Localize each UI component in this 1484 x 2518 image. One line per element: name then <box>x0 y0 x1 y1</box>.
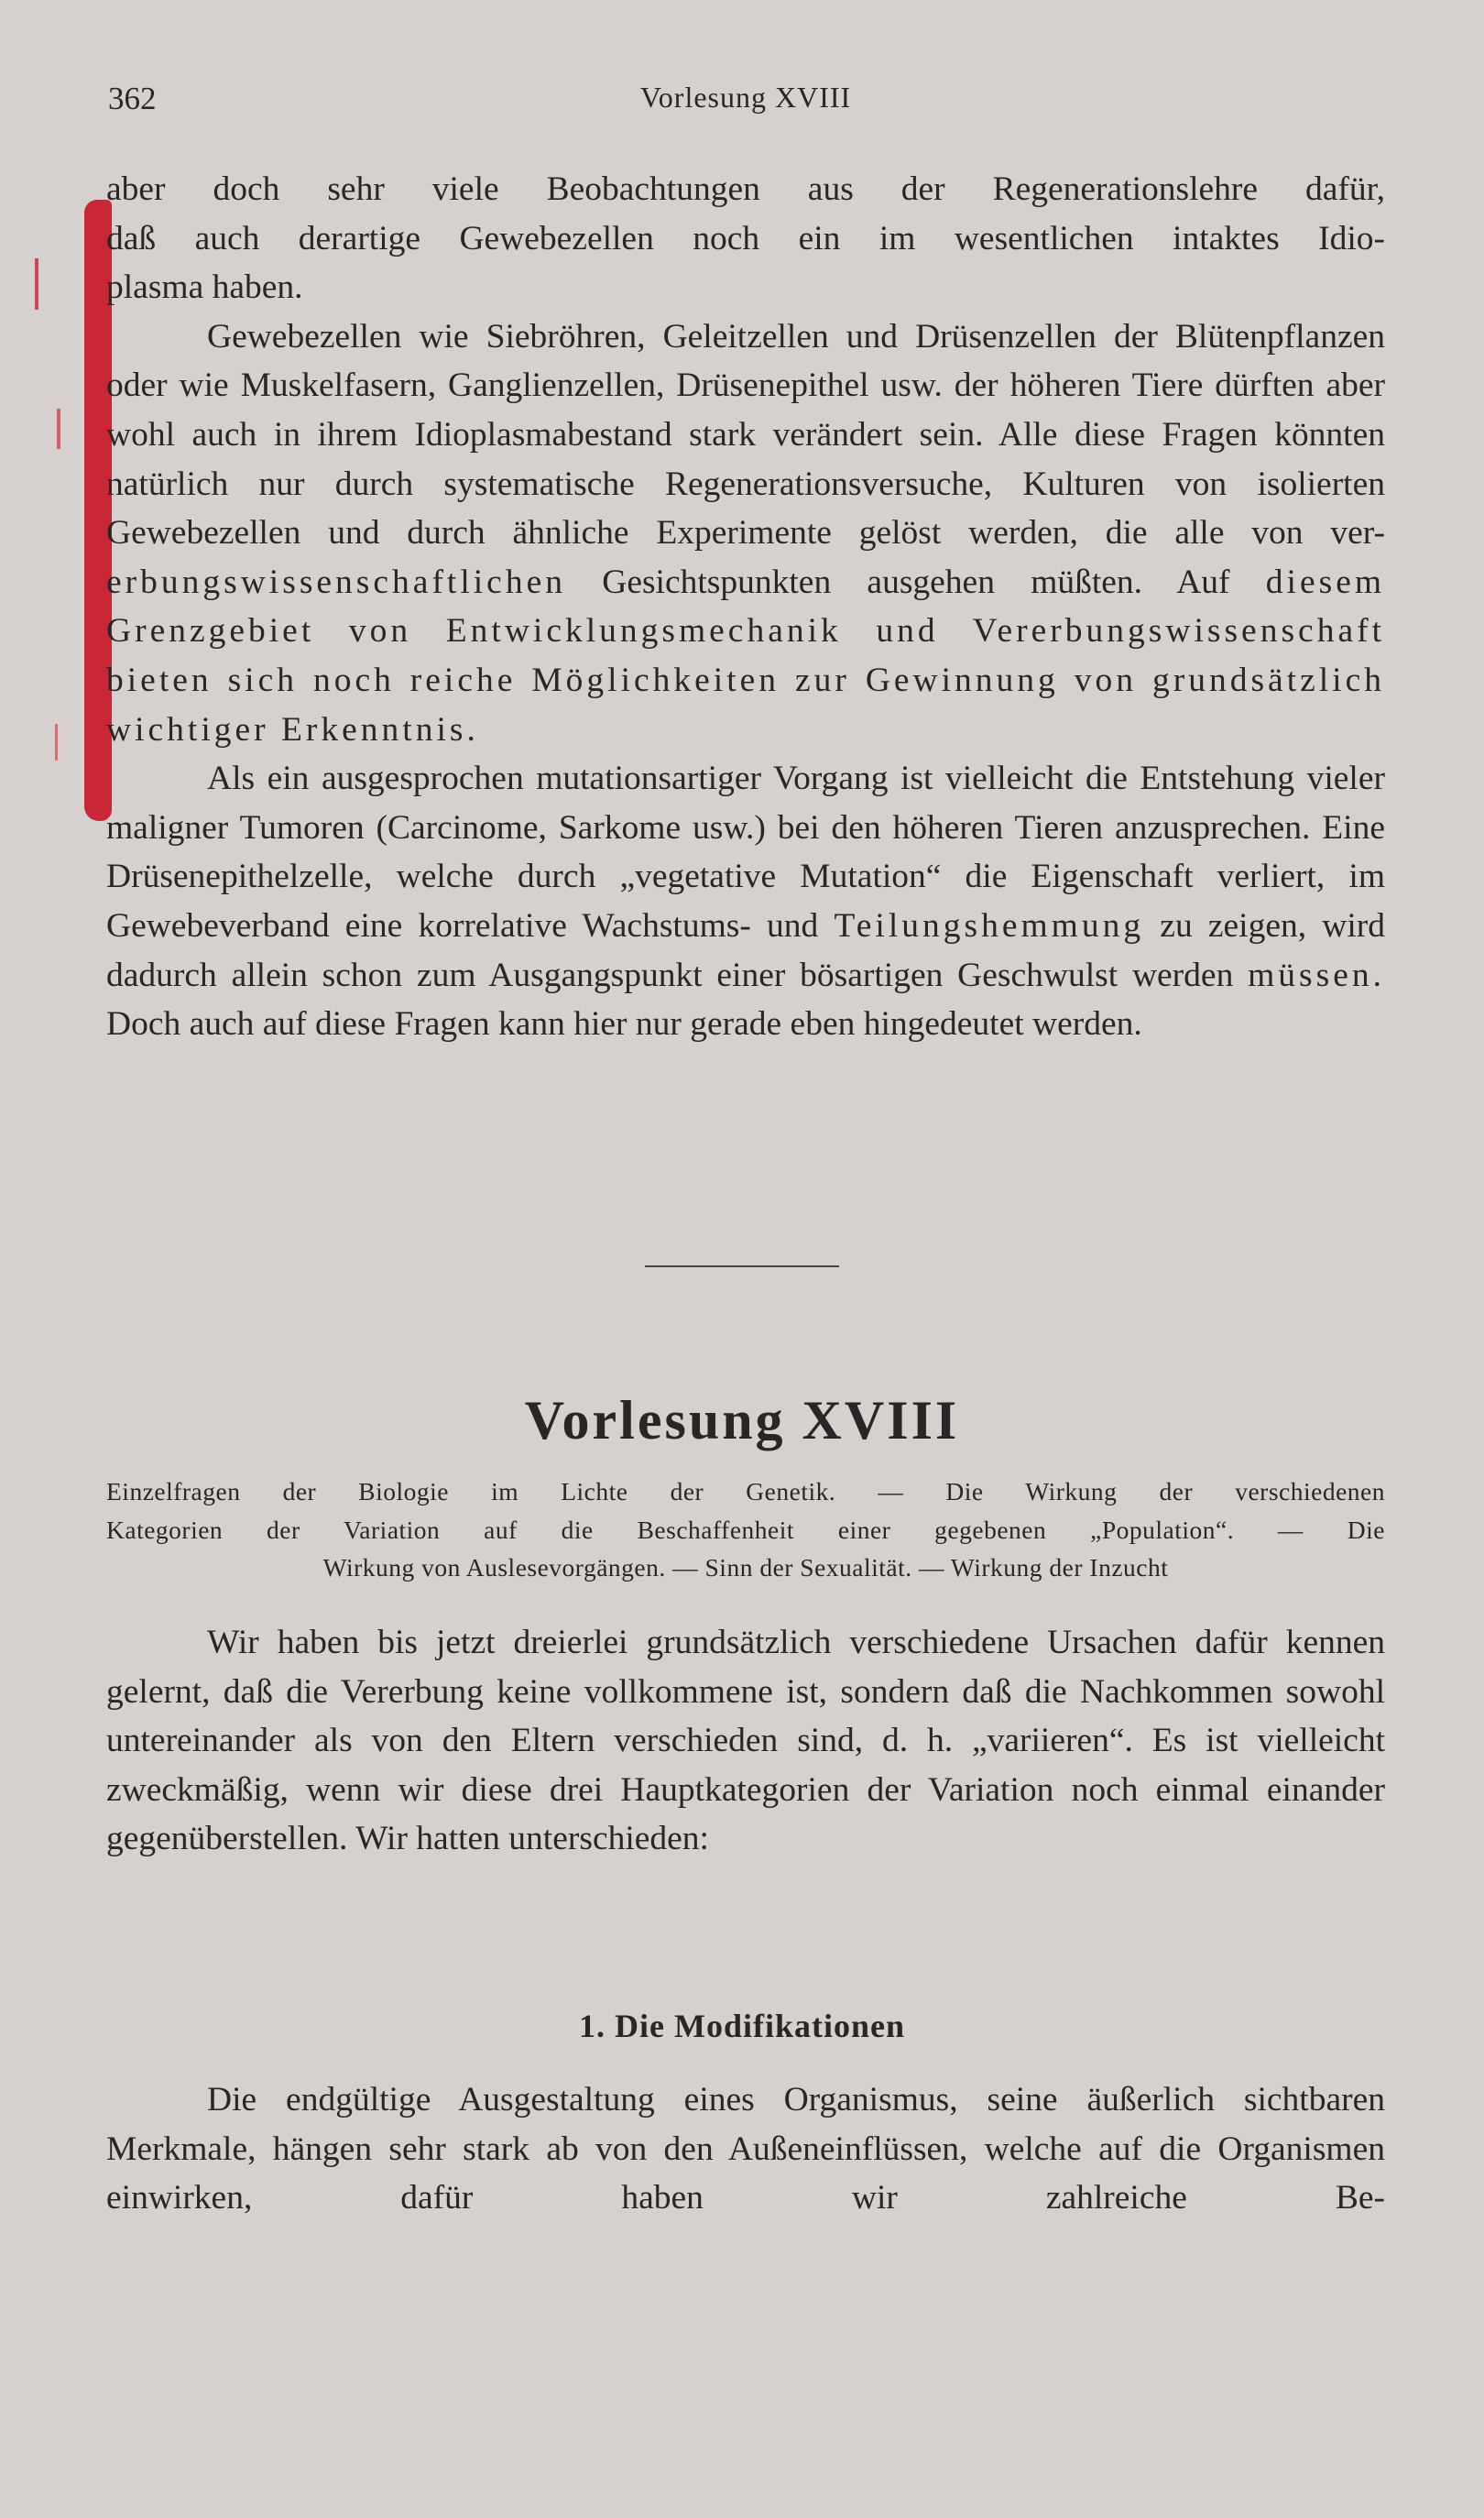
paragraph-tumors <box>106 754 1385 1049</box>
section-heading: 1. Die Modifikationen <box>578 2008 905 2044</box>
lecture-summary <box>106 1472 1385 1587</box>
paragraph-text: Gewebezellen wie Siebröhren, Geleitzellen und Drüsenzellen der Blütenpflanzen oder wie Muskelfasern, Ganglienzellen, Drüsenepithel usw. der höheren Tiere dürften aber wohl auch in ihrem Idioplasmabestand stark verändert sein. Alle diese Fragen könnten natürlich nur durch systematische Regenerationsversuche, Kulturen von isolierten Gewebezellen und durch ähnliche Experimente gelöst werden, die alle von ver- <box>106 317 1385 553</box>
paragraph-text: Als ein ausgesprochen mutationsartiger Vorgang ist vielleicht die Entstehung vieler maligner Tumoren (Carcinome, Sarkome usw.) bei den höheren Tieren anzusprechen. Eine Drüsenepithelzelle, welche durch „vegetative Mutation“ die Eigenschaft verliert, im Gewebeverband eine korrelative Wachstums- und <box>106 760 1385 945</box>
spaced-text: Teilungshemmung <box>834 906 1145 945</box>
summary-line: Wirkung von Auslesevorgängen. — Sinn der Sexualität. — Wirkung der Inzucht <box>322 1553 1169 1582</box>
spaced-text: diesem Grenzgebiet von Entwicklungsmechanik und Vererbungswissenschaft bieten sich noch reiche Möglichkeiten zur Gewinnung von grundsätzlich wichtiger Erkenntnis. <box>106 563 1386 749</box>
continued-text-block <box>106 165 1385 1049</box>
paragraph-line: daß auch derartige Gewebezellen noch ein im wesentlichen intaktes Idio- <box>106 219 1385 257</box>
section-divider <box>645 1265 839 1267</box>
paragraph-intro: Wir haben bis jetzt dreierlei grundsätzlich verschiedene Ursachen dafür kennen gelernt, daß die Vererbung keine vollkommene ist, sondern daß die Nachkommen sowohl untereinander als von den Eltern verschieden sind, d. h. „variieren“. Es ist vielleicht zweckmäßig, wenn wir diese drei Hauptkategorien der Variation noch einmal einander gegenüberstellen. Wir hatten unterschieden: <box>106 1624 1385 1858</box>
spaced-text: müssen. <box>1248 956 1386 994</box>
running-head <box>108 81 1383 126</box>
running-title: Vorlesung XVIII <box>639 81 852 114</box>
section-text-block <box>106 2075 1385 2223</box>
red-pencil-tick <box>35 258 38 310</box>
lecture-title: Vorlesung XVIII <box>524 1390 960 1451</box>
page-number: 362 <box>108 81 157 116</box>
paragraph-text: zu zeigen, wird dadurch allein schon zum Ausgangspunkt einer bösartigen Geschwulst werden <box>106 906 1386 994</box>
lecture-intro-block <box>106 1618 1385 1864</box>
red-pencil-tick <box>55 724 58 761</box>
spaced-text: erbungswissenschaftlichen <box>106 563 566 601</box>
paragraph-line: plasma haben. <box>106 268 303 307</box>
paragraph-text: Gesichtspunkten ausgehen müßten. Auf <box>602 563 1230 601</box>
paragraph-text: Doch auch auf diese Fragen kann hier nur gerade eben hingedeutet werden. <box>106 1005 1142 1044</box>
paragraph-line: aber doch sehr viele Beobachtungen aus der Regenerationslehre dafür, <box>106 170 1385 208</box>
summary-line: Kategorien der Variation auf die Beschaffenheit einer gegebenen „Population“. — Die <box>106 1515 1385 1544</box>
paragraph-modifications: Die endgültige Ausgestaltung eines Organismus, seine äußerlich sichtbaren Merkmale, hängen sehr stark ab von den Außeneinflüssen, welche auf die Organismen einwirken, dafür haben wir zahlreiche Be- <box>106 2081 1385 2217</box>
red-pencil-tick <box>57 409 60 449</box>
paragraph-tissue-cells <box>106 312 1385 754</box>
summary-line: Einzelfragen der Biologie im Lichte der Genetik. — Die Wirkung der verschiedenen <box>106 1477 1385 1505</box>
